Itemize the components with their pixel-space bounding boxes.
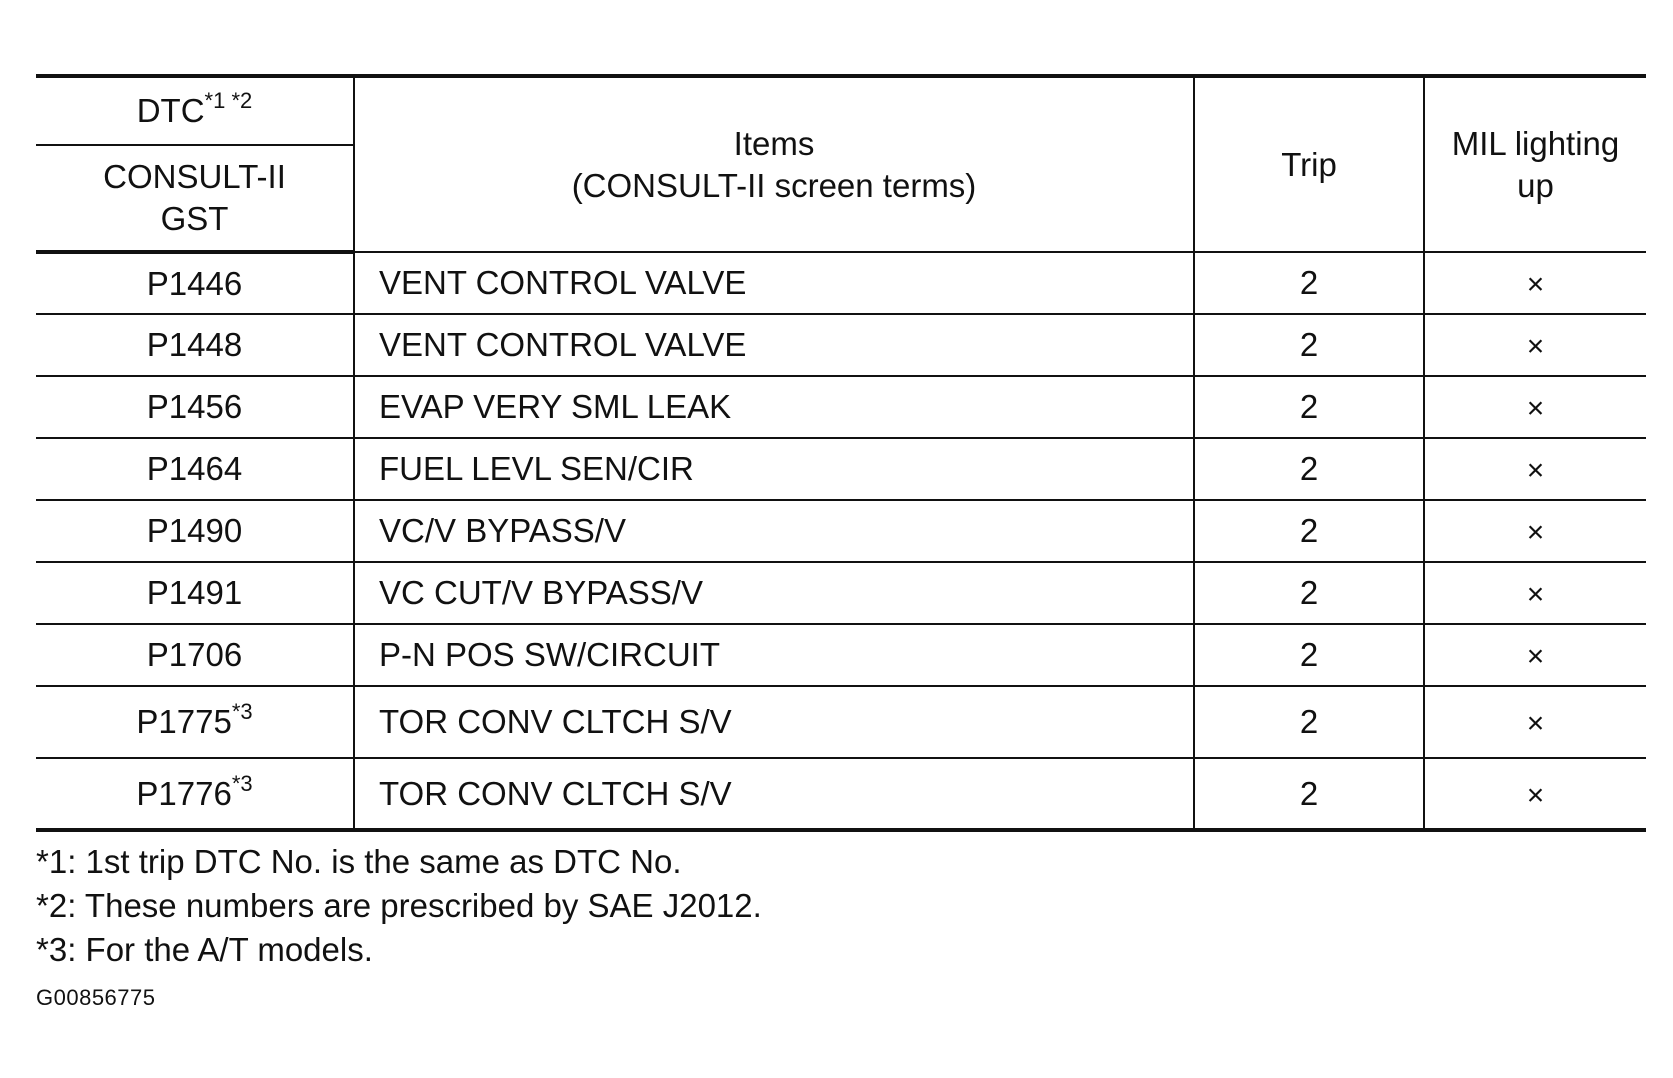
mil-cell <box>1424 686 1646 758</box>
dtc-code-cell <box>36 758 354 830</box>
dtc-footnote-ref: *3 <box>231 699 253 724</box>
trip-cell: 2 <box>1194 500 1424 562</box>
header-consult-gst <box>36 145 354 252</box>
table-row <box>36 438 1646 500</box>
trip-cell: 2 <box>1194 562 1424 624</box>
item-cell: VC CUT/V BYPASS/V <box>354 562 1194 624</box>
trip-cell: 2 <box>1194 252 1424 314</box>
dtc-code: P1491 <box>146 574 243 611</box>
cross-mark-icon: × <box>1526 516 1545 549</box>
trip-cell: 2 <box>1194 314 1424 376</box>
header-mil-label: MIL lighting <box>1451 124 1620 162</box>
dtc-code: P1706 <box>146 636 243 673</box>
item-cell: EVAP VERY SML LEAK <box>354 376 1194 438</box>
dtc-code-cell <box>36 314 354 376</box>
trip-cell: 2 <box>1194 376 1424 438</box>
dtc-code-cell <box>36 438 354 500</box>
header-consult: CONSULT-II <box>103 158 286 195</box>
dtc-code: P1448 <box>146 326 243 363</box>
table-row <box>36 624 1646 686</box>
header-dtc <box>36 76 354 145</box>
header-items-label: Items <box>733 124 815 162</box>
item-cell: FUEL LEVL SEN/CIR <box>354 438 1194 500</box>
footnote: *2: These numbers are prescribed by SAE J2012. <box>36 887 762 924</box>
mil-cell <box>1424 758 1646 830</box>
trip-cell: 2 <box>1194 438 1424 500</box>
mil-cell <box>1424 624 1646 686</box>
table-row <box>36 686 1646 758</box>
cross-mark-icon: × <box>1526 640 1545 673</box>
dtc-code-cell <box>36 500 354 562</box>
item-cell: VENT CONTROL VALVE <box>354 252 1194 314</box>
mil-cell <box>1424 562 1646 624</box>
item-cell: TOR CONV CLTCH S/V <box>354 758 1194 830</box>
trip-cell: 2 <box>1194 758 1424 830</box>
dtc-code-cell <box>36 686 354 758</box>
dtc-table <box>36 74 1646 832</box>
header-dtc-refs: *1 *2 <box>204 88 253 113</box>
dtc-code-cell <box>36 562 354 624</box>
cross-mark-icon: × <box>1526 392 1545 425</box>
mil-cell <box>1424 252 1646 314</box>
footnote: *3: For the A/T models. <box>36 931 373 968</box>
document-id: G00856775 <box>36 985 156 1010</box>
table-body <box>36 252 1646 830</box>
mil-cell <box>1424 438 1646 500</box>
table-row <box>36 562 1646 624</box>
item-cell: VENT CONTROL VALVE <box>354 314 1194 376</box>
cross-mark-icon: × <box>1526 778 1545 812</box>
trip-cell: 2 <box>1194 624 1424 686</box>
dtc-code: P1456 <box>146 388 243 425</box>
table-row <box>36 758 1646 830</box>
dtc-footnote-ref: *3 <box>231 770 253 796</box>
cross-mark-icon: × <box>1526 268 1545 301</box>
table-row <box>36 376 1646 438</box>
footnotes <box>36 840 762 972</box>
header-mil <box>1424 76 1646 252</box>
table-header <box>36 76 1646 252</box>
header-items <box>354 76 1194 252</box>
mil-cell <box>1424 376 1646 438</box>
cross-mark-icon: × <box>1526 578 1545 611</box>
footnote: *1: 1st trip DTC No. is the same as DTC No. <box>36 843 682 880</box>
table-row <box>36 500 1646 562</box>
table-row <box>36 252 1646 314</box>
header-items-sub: (CONSULT-II screen terms) <box>571 166 977 204</box>
item-cell: TOR CONV CLTCH S/V <box>354 686 1194 758</box>
dtc-code: P1775 <box>136 703 232 740</box>
dtc-code: P1776 <box>136 774 232 812</box>
cross-mark-icon: × <box>1526 330 1545 363</box>
dtc-code-cell <box>36 624 354 686</box>
cross-mark-icon: × <box>1526 454 1545 487</box>
mil-cell <box>1424 314 1646 376</box>
mil-cell <box>1424 500 1646 562</box>
dtc-code: P1446 <box>146 264 243 302</box>
header-trip: Trip <box>1194 76 1424 252</box>
dtc-code: P1490 <box>146 512 243 549</box>
header-dtc-label: DTC <box>136 92 205 129</box>
table-row <box>36 314 1646 376</box>
dtc-code-cell <box>36 252 354 314</box>
header-gst: GST <box>160 200 229 237</box>
dtc-code-cell <box>36 376 354 438</box>
dtc-code: P1464 <box>146 450 243 487</box>
header-mil-sub: up <box>1517 166 1554 204</box>
cross-mark-icon: × <box>1526 707 1545 740</box>
item-cell: P-N POS SW/CIRCUIT <box>354 624 1194 686</box>
item-cell: VC/V BYPASS/V <box>354 500 1194 562</box>
trip-cell: 2 <box>1194 686 1424 758</box>
